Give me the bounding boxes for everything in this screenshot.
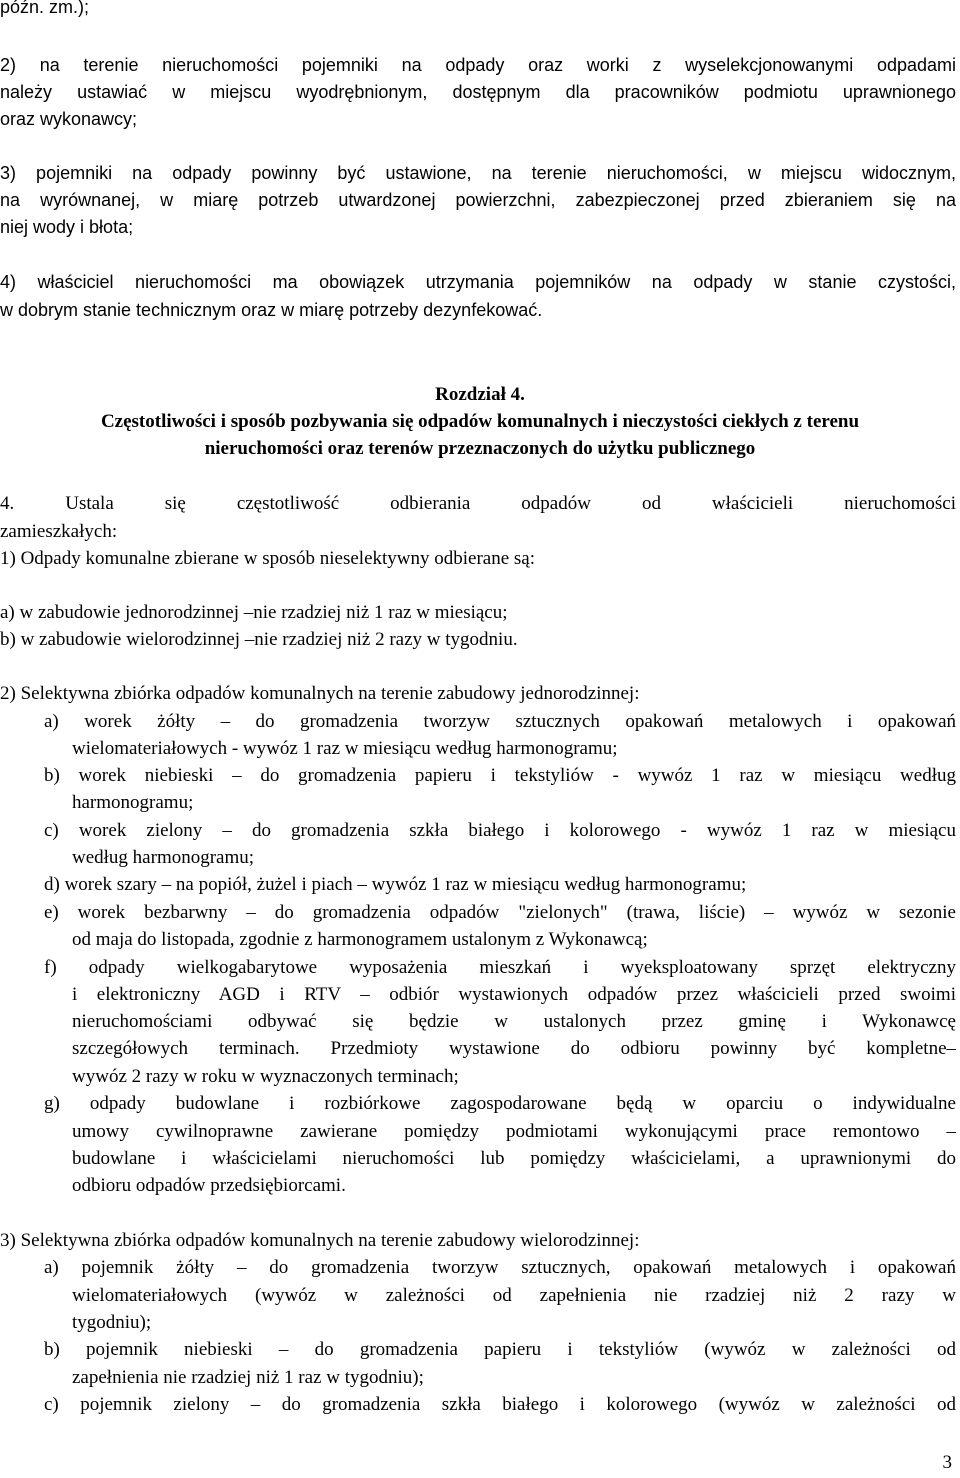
- section3-line: zapełnienia nie rzadziej niż 1 raz w tygodniu);: [72, 1367, 424, 1388]
- section3-line: a) pojemnik żółty – do gromadzenia tworzyw sztucznych, opakowań metalowych i opakowań: [44, 1257, 956, 1278]
- section2-line: szczegółowych terminach. Przedmioty wystawione do odbioru powinny być kompletne–: [72, 1038, 956, 1059]
- section3-line: b) pojemnik niebieski – do gromadzenia papieru i tekstyliów (wywóz w zależności od: [44, 1339, 956, 1360]
- item-2-line-1: 2) na terenie nieruchomości pojemniki na odpady oraz worki z wyselekcjonowanymi odpadami: [0, 55, 956, 75]
- item-2-line-3: oraz wykonawcy;: [0, 109, 138, 129]
- chapter-heading: Rozdział 4.: [435, 384, 525, 405]
- top-fragment: późn. zm.);: [0, 0, 90, 17]
- para4-line-3: 1) Odpady komunalne zbierane w sposób nieselektywny odbierane są:: [0, 548, 536, 569]
- item-3-line-3: niej wody i błota;: [0, 217, 134, 237]
- section2-line: a) worek żółty – do gromadzenia tworzyw sztucznych opakowań metalowych i opakowań: [44, 711, 956, 732]
- section2-line: nieruchomościami odbywać się będzie w ustalonych przez gminę i Wykonawcę: [72, 1011, 956, 1032]
- section2-line: umowy cywilnoprawne zawierane pomiędzy podmiotami wykonującymi prace remontowo –: [72, 1121, 956, 1142]
- item-2-line-2: należy ustawiać w miejscu wyodrębnionym, dostępnym dla pracowników podmiotu uprawnionego: [0, 82, 956, 102]
- section2-line: f) odpady wielkogabarytowe wyposażenia mieszkań i wyeksploatowany sprzęt elektryczny: [44, 957, 956, 978]
- para4-a: a) w zabudowie jednorodzinnej –nie rzadziej niż 1 raz w miesiącu;: [0, 602, 508, 623]
- item-4-line-2: w dobrym stanie technicznym oraz w miarę potrzeby dezynfekować.: [0, 300, 543, 320]
- item-4-line-1: 4) właściciel nieruchomości ma obowiązek utrzymania pojemników na odpady w stanie czystości,: [0, 272, 956, 292]
- para4-line-2: zamieszkałych:: [0, 521, 118, 542]
- section2-line: g) odpady budowlane i rozbiórkowe zagospodarowane będą w oparciu o indywidualne: [44, 1093, 956, 1114]
- section3-heading: 3) Selektywna zbiórka odpadów komunalnych na terenie zabudowy wielorodzinnej:: [0, 1230, 640, 1251]
- section2-line: c) worek zielony – do gromadzenia szkła białego i kolorowego - wywóz 1 raz w miesiącu: [44, 820, 956, 841]
- section2-line: odbioru odpadów przedsiębiorcami.: [72, 1175, 346, 1196]
- section2-line: wywóz 2 razy w roku w wyznaczonych terminach;: [72, 1066, 459, 1087]
- section2-line: e) worek bezbarwny – do gromadzenia odpadów "zielonych" (trawa, liście) – wywóz w sezonie: [44, 902, 956, 923]
- section2-line: b) worek niebieski – do gromadzenia papieru i tekstyliów - wywóz 1 raz w miesiącu według: [44, 765, 956, 786]
- section2-line: i elektroniczny AGD i RTV – odbiór wystawionych odpadów przez właścicieli przed swoimi: [72, 984, 956, 1005]
- section2-line: według harmonogramu;: [72, 847, 255, 868]
- item-3-line-2: na wyrównanej, w miarę potrzeb utwardzonej powierzchni, zabezpieczonej przed zbieraniem się na: [0, 190, 956, 210]
- page-number: 3: [942, 1452, 952, 1473]
- item-3-line-1: 3) pojemniki na odpady powinny być ustawione, na terenie nieruchomości, w miejscu widocznym,: [0, 163, 956, 183]
- chapter-title-line-1: Częstotliwości i sposób pozbywania się odpadów komunalnych i nieczystości ciekłych z terenu: [100, 411, 860, 432]
- section2-line: od maja do listopada, zgodnie z harmonogramem ustalonym z Wykonawcą;: [72, 929, 648, 950]
- para4-line-1: 4. Ustala się częstotliwość odbierania odpadów od właścicieli nieruchomości: [0, 493, 956, 514]
- section2-heading: 2) Selektywna zbiórka odpadów komunalnych na terenie zabudowy jednorodzinnej:: [0, 683, 640, 704]
- section2-line: wielomateriałowych - wywóz 1 raz w miesiącu według harmonogramu;: [72, 738, 618, 759]
- section3-line: wielomateriałowych (wywóz w zależności od zapełnienia nie rzadziej niż 2 razy w: [72, 1285, 956, 1306]
- section2-line: d) worek szary – na popiół, żużel i piach – wywóz 1 raz w miesiącu według harmonogramu;: [44, 874, 747, 895]
- section3-line: c) pojemnik zielony – do gromadzenia szkła białego i kolorowego (wywóz w zależności od: [44, 1394, 956, 1415]
- section2-line: budowlane i właścicielami nieruchomości lub pomiędzy właścicielami, a uprawnionymi do: [72, 1148, 956, 1169]
- section2-line: harmonogramu;: [72, 792, 194, 813]
- section3-line: tygodniu);: [72, 1312, 152, 1333]
- para4-b: b) w zabudowie wielorodzinnej –nie rzadziej niż 2 razy w tygodniu.: [0, 629, 518, 650]
- chapter-title-line-2: nieruchomości oraz terenów przeznaczonych do użytku publicznego: [204, 438, 756, 459]
